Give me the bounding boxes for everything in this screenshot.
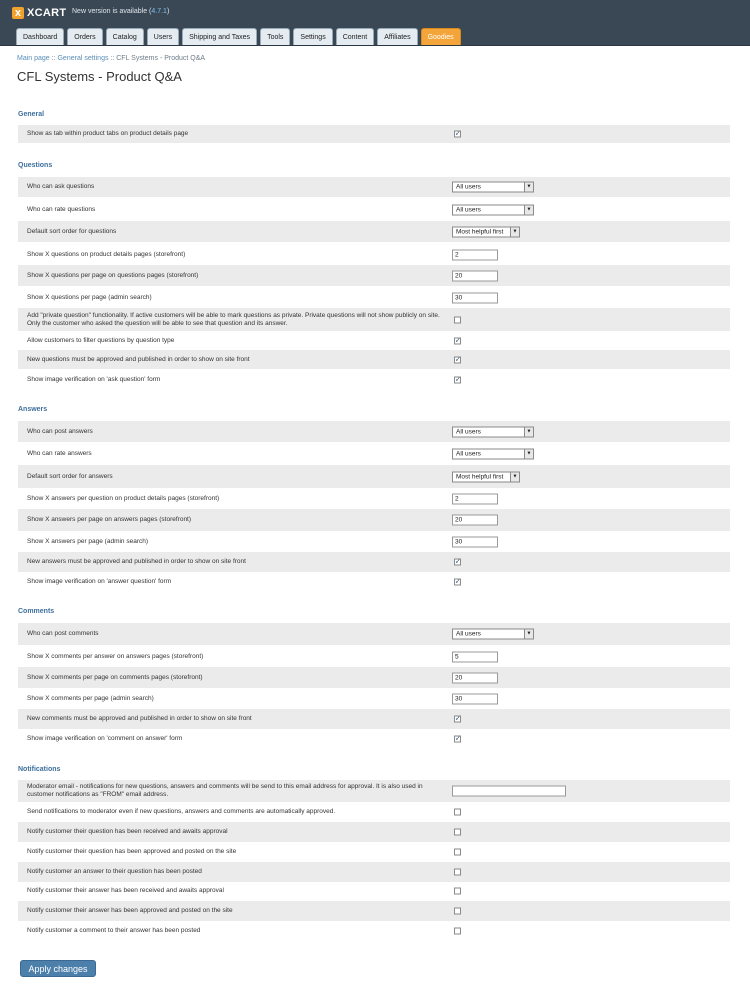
setting-row [18,350,730,369]
setting-label: Who can rate answers [27,450,92,457]
setting-checkbox[interactable] [454,829,461,836]
setting-label: Notify customer a comment to their answer has been posted [27,926,201,934]
setting-label: Allow customers to filter questions by question type [27,336,175,344]
setting-row [18,842,730,862]
setting-row [18,331,730,350]
setting-checkbox[interactable] [454,131,461,138]
setting-row [18,689,730,709]
breadcrumb-separator: :: [49,55,58,62]
setting-row [18,369,730,390]
select-value: Most helpful first [456,473,504,480]
setting-select[interactable] [452,426,534,437]
setting-checkbox[interactable] [454,356,461,363]
chevron-down-icon[interactable]: ▼ [524,183,533,192]
setting-label: New questions must be approved and published in order to show on site front [27,355,250,363]
version-link[interactable]: 4.7.1 [151,8,167,15]
tab-orders[interactable]: Orders [67,28,102,45]
setting-label: Show X questions per page on questions pages (storefront) [27,271,199,279]
setting-checkbox[interactable] [454,888,461,895]
setting-row [18,552,730,572]
setting-row [18,709,730,729]
select-value: All users [456,183,481,191]
section-title-comments: Comments [18,608,55,615]
setting-row [18,265,730,286]
setting-label: Show image verification on 'answer question' form [27,578,172,585]
section-title-notifications: Notifications [18,766,61,773]
setting-label: Default sort order for questions [27,227,117,235]
setting-number-input[interactable]: 30 [452,536,498,547]
top-bar [0,0,750,46]
breadcrumb [17,55,205,62]
setting-label: Show X comments per page on comments pages (storefront) [27,673,203,681]
setting-label: Show X answers per page on answers pages (storefront) [27,516,192,523]
setting-row [18,199,730,221]
section-title-answers: Answers [18,406,48,413]
setting-row [18,221,730,242]
setting-checkbox[interactable] [454,927,461,934]
setting-row [18,822,730,842]
breadcrumb-general-settings[interactable]: General settings [57,55,109,62]
setting-label: Add "private question" functionality. If active customers will be able to mark questions as private. Private questions will not show publicly on site. Only the customer who asked the question will be able to see that question and its answer. [27,311,440,327]
chevron-down-icon[interactable]: ▼ [510,227,519,236]
setting-row [18,802,730,822]
setting-label: Send notifications to moderator even if new questions, answers and comments are automatically approved. [27,808,336,815]
version-prefix: New version is available ( [72,8,152,15]
setting-row [18,125,730,143]
setting-checkbox[interactable] [454,809,461,816]
setting-label: New comments must be approved and published in order to show on site front [27,715,252,722]
setting-row [18,667,730,688]
chevron-down-icon[interactable]: ▼ [524,630,533,639]
section-title-general: General [18,111,45,118]
setting-checkbox[interactable] [454,579,461,586]
setting-number-input[interactable]: 5 [452,651,498,662]
tab-users[interactable]: Users [147,28,179,45]
setting-row [18,488,730,509]
logo-text: XCART [27,7,67,19]
setting-checkbox[interactable] [454,376,461,383]
chevron-down-icon[interactable]: ▼ [524,450,533,459]
tab-dashboard[interactable]: Dashboard [16,28,64,45]
breadcrumb-main-page[interactable]: Main page [17,55,50,62]
select-value: Most helpful first [456,228,504,235]
setting-row [18,177,730,197]
setting-row [18,443,730,465]
moderator-email-field[interactable] [452,786,566,797]
setting-checkbox[interactable] [454,316,461,323]
setting-label: Who can post comments [27,630,99,637]
chevron-down-icon[interactable]: ▼ [510,472,519,481]
setting-select[interactable] [452,182,534,193]
setting-row [18,421,730,442]
setting-checkbox[interactable] [454,908,461,915]
setting-label: Notify customer an answer to their question has been posted [27,868,202,875]
setting-select[interactable] [452,449,534,460]
setting-row [18,921,730,940]
setting-row [18,465,730,488]
setting-checkbox[interactable] [454,869,461,876]
setting-label: Default sort order for answers [27,472,113,480]
tab-affiliates[interactable]: Affiliates [377,28,417,45]
setting-label: New answers must be approved and published in order to show on site front [27,558,246,565]
setting-checkbox[interactable] [454,559,461,566]
setting-number-input[interactable]: 30 [452,292,498,303]
select-value: All users [456,428,481,435]
select-value: All users [456,450,481,458]
main-nav-tabs [16,28,464,45]
setting-label: Show X answers per question on product details pages (storefront) [27,494,220,502]
tab-goodies[interactable]: Goodies [421,28,461,45]
setting-select[interactable] [452,205,534,216]
setting-number-input[interactable]: 30 [452,694,498,705]
chevron-down-icon[interactable]: ▼ [524,427,533,436]
setting-label: Who can post answers [27,427,93,435]
section-title-questions: Questions [18,162,53,169]
setting-number-input[interactable]: 20 [452,672,498,683]
setting-select[interactable] [452,226,520,237]
setting-label: Notify customer their question has been received and awaits approval [27,828,228,835]
setting-row [18,780,730,802]
setting-row [18,572,730,592]
setting-checkbox[interactable] [454,337,461,344]
setting-label: Show X questions per page (admin search) [27,293,152,301]
xcart-logo[interactable] [12,6,66,20]
setting-row [18,901,730,921]
setting-select[interactable] [452,629,534,640]
tab-shipping-and-taxes[interactable]: Shipping and Taxes [182,28,257,45]
apply-changes-button[interactable]: Apply changes [20,960,96,977]
tab-content[interactable]: Content [336,28,375,45]
select-value: All users [456,206,481,214]
setting-label: Show X comments per answer on answers pages (storefront) [27,652,204,660]
setting-label: Show X answers per page (admin search) [27,537,149,545]
version-suffix: ) [166,8,170,15]
breadcrumb-current: CFL Systems - Product Q&A [116,55,206,62]
setting-label: Show image verification on 'ask question' form [27,375,161,383]
setting-select[interactable] [452,471,520,482]
setting-row [18,623,730,645]
setting-row [18,729,730,749]
tab-tools[interactable]: Tools [260,28,290,45]
select-value: All users [456,630,481,638]
setting-label: Notify customer their answer has been received and awaits approval [27,887,224,894]
breadcrumb-separator: :: [108,55,117,62]
setting-label: Moderator email - notifications for new questions, answers and comments will be send to this email address for approval. It is also used in customer notifications as "FROM" email address. [27,783,423,798]
setting-row [18,287,730,308]
setting-number-input[interactable]: 20 [452,515,498,526]
setting-checkbox[interactable] [454,716,461,723]
setting-row [18,531,730,552]
setting-number-input[interactable]: 20 [452,270,498,281]
setting-label: Show X comments per page (admin search) [27,695,154,702]
setting-row [18,308,730,331]
version-notice [72,8,169,15]
setting-label: Show X questions on product details pages (storefront) [27,250,186,258]
tab-settings[interactable]: Settings [293,28,332,45]
setting-row [18,862,730,882]
setting-label: Notify customer their question has been approved and posted on the site [27,848,237,855]
chevron-down-icon[interactable]: ▼ [524,206,533,215]
tab-catalog[interactable]: Catalog [106,28,144,45]
setting-label: Show as tab within product tabs on product details page [27,130,189,137]
setting-label: Show image verification on 'comment on answer' form [27,735,183,742]
xcart-logo-icon: X [12,7,24,19]
page-title: CFL Systems - Product Q&A [17,69,182,84]
setting-label: Notify customer their answer has been approved and posted on the site [27,907,233,914]
setting-row [18,646,730,667]
setting-number-input[interactable]: 2 [452,249,498,260]
setting-number-input[interactable]: 2 [452,493,498,504]
setting-row [18,881,730,901]
setting-label: Who can ask questions [27,183,95,190]
setting-label: Who can rate questions [27,206,96,213]
setting-row [18,244,730,265]
setting-checkbox[interactable] [454,849,461,856]
setting-checkbox[interactable] [454,736,461,743]
setting-row [18,509,730,531]
